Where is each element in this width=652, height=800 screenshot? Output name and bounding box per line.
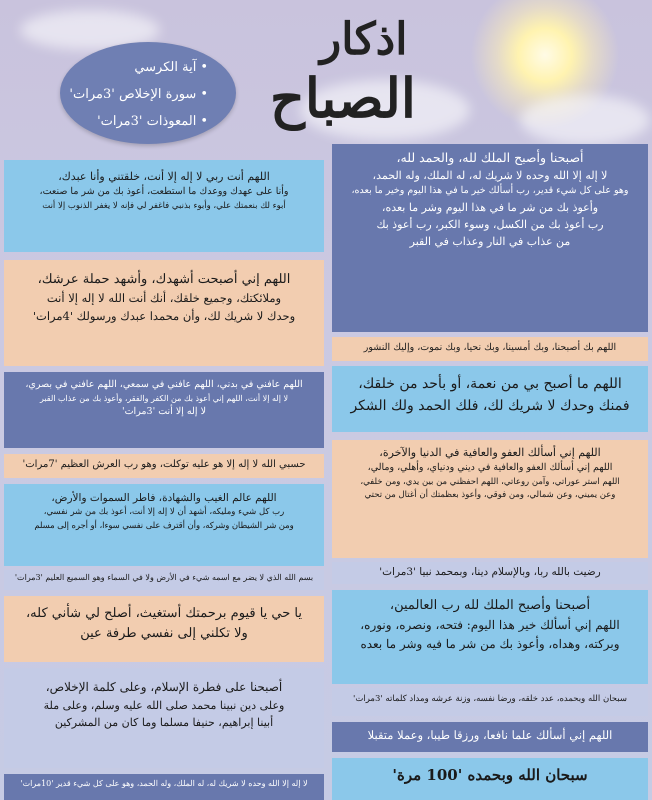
dhikr-line: لا إله إلا أنت '3مرات' (122, 406, 206, 418)
dhikr-line: أصبحنا وأصبح الملك لله رب العالمين، (389, 598, 591, 613)
page-title (250, 8, 500, 138)
intro-list-oval (60, 42, 236, 144)
dhikr-line: بسم الله الذي لا يضر مع اسمه شيء في الأرض ولا في السماء وهو السميع العليم '3مرات' (14, 573, 314, 582)
dhikr-line: اللهم إني أسألك العفو والعافية في الدنيا والآخرة، (379, 446, 601, 459)
dhikr-line: وملائكتك، وجميع خلقك، أنك أنت الله لا إله إلا أنت (46, 291, 282, 306)
intro-list-item: • سورة الإخلاص '3مرات' (70, 81, 208, 108)
dhikr-box-right-4 (332, 440, 648, 558)
intro-list-item: • آية الكرسي (70, 54, 208, 81)
intro-list-item: • المعوذات '3مرات' (70, 108, 208, 135)
dhikr-line: اللهم عافني في بدني، اللهم عافني في سمعي، اللهم عافني في بصري، (25, 379, 303, 390)
dhikr-box-left-8 (4, 668, 324, 768)
dhikr-box-right-1 (332, 144, 648, 332)
dhikr-box-left-3 (4, 372, 324, 448)
dhikr-line: لا إله إلا أنت، اللهم إني أعوذ بك من الكفر والفقر، وأعوذ بك من عذاب القبر (39, 393, 289, 403)
dhikr-line: رب كل شيء ومليكه، أشهد أن لا إله إلا أنت، أعوذ بك من شر نفسي، (43, 507, 285, 518)
dhikr-box-right-2 (332, 337, 648, 361)
dhikr-line: اللهم عالم الغيب والشهادة، فاطر السموات والأرض، (51, 492, 277, 504)
dhikr-line: وعلى دين نبينا محمد صلى الله عليه وسلم، وعلى ملة (43, 698, 285, 712)
dhikr-line: لا إله إلا الله وحده لا شريك له، له الملك، وله الحمد، (372, 169, 608, 183)
dhikr-line: حسبي الله لا إله إلا هو عليه توكلت، وهو رب العرش العظيم '7مرات' (22, 459, 306, 470)
dhikr-line: وحدك لا شريك لك، وأن محمدا عبدك ورسولك '4مرات' (32, 308, 296, 323)
dhikr-line: اللهم بك أصبحنا، وبك أمسينا، وبك نحيا، وبك نموت، وإليك النشور (363, 342, 617, 353)
title-line-2: الصباح (270, 66, 416, 130)
dhikr-line: أصبحنا وأصبح الملك لله، والحمد لله، (396, 150, 584, 165)
dhikr-line: وأنا على عهدك ووعدك ما استطعت، أعوذ بك من شر ما صنعت، (39, 186, 289, 198)
cloud-decoration (520, 95, 650, 145)
dhikr-line: أبوء لك بنعمتك علي، وأبوء بذنبي فاغفر لي فإنه لا يغفر الذنوب إلا أنت (42, 200, 286, 211)
dhikr-line: لا إله إلا الله وحده لا شريك له، له الملك، وله الحمد، وهو على كل شيء قدير '10مرات' (20, 779, 308, 788)
dhikr-box-right-9 (332, 758, 648, 800)
dhikr-line: اللهم إني أسألك خير هذا اليوم: فتحه، ونصره، ونوره، (360, 618, 620, 633)
dhikr-line: وهو على كل شيء قدير، رب أسألك خير ما في هذا اليوم وخير ما بعده، (351, 185, 629, 197)
dhikr-line: يا حي يا قيوم برحمتك أستغيث، أصلح لي شأني كله، (25, 606, 303, 621)
dhikr-box-left-5 (4, 484, 324, 566)
dhikr-line: ولا تكلني إلى نفسي طرفة عين (80, 626, 248, 642)
dhikr-line: سبحان الله وبحمده، عدد خلقه، ورضا نفسه، وزنة عرشه ومداد كلماته '3مرات' (353, 694, 627, 704)
dhikr-box-right-3 (332, 366, 648, 432)
dhikr-line: ومن شر الشيطان وشركه، وأن أقترف على نفسي سوءا، أو أجره إلى مسلم (34, 520, 294, 531)
dhikr-line: اللهم استر عوراتي، وآمن روعاتي، اللهم احفظني من بين يدي، ومن خلفي، (360, 476, 620, 487)
dhikr-box-left-7 (4, 596, 324, 662)
dhikr-box-right-8 (332, 722, 648, 752)
title-line-1: اذكار (320, 14, 408, 65)
dhikr-line: أصبحنا على فطرة الإسلام، وعلى كلمة الإخلاص، (45, 680, 283, 694)
dhikr-line: فمنك وحدك لا شريك لك، فلك الحمد ولك الشكر (350, 397, 630, 414)
dhikr-line: اللهم إني أصبحت أشهدك، وأشهد حملة عرشك، (37, 272, 291, 287)
dhikr-box-left-1 (4, 160, 324, 252)
dhikr-box-right-7 (332, 688, 648, 716)
dhikr-line: سبحان الله وبحمده '100 مرة' (392, 766, 588, 784)
dhikr-line: وأعوذ بك من شر ما في هذا اليوم وشر ما بعده، (381, 201, 599, 215)
dhikr-line: أبينا إبراهيم، حنيفا مسلما وما كان من المشركين (54, 715, 274, 729)
dhikr-box-left-4 (4, 454, 324, 478)
dhikr-line: من عذاب في النار وعذاب في القبر (409, 235, 571, 249)
dhikr-line: رب أعوذ بك من الكسل، وسوء الكبر، رب أعوذ بك (376, 218, 604, 232)
dhikr-line: وبركته، وهداه، وأعوذ بك من شر ما فيه وشر ما بعده (360, 636, 620, 651)
dhikr-line: اللهم أنت ربي لا إله إلا أنت، خلقتني وأنا عبدك، (58, 170, 270, 183)
dhikr-box-left-9 (4, 774, 324, 800)
dhikr-box-right-6 (332, 590, 648, 684)
dhikr-box-left-6 (4, 570, 324, 590)
dhikr-box-right-5 (332, 562, 648, 584)
dhikr-line: وعن يميني، وعن شمالي، ومن فوقي، وأعوذ بعظمتك أن أغتال من تحتي (364, 489, 616, 500)
dhikr-line: اللهم ما أصبح بي من نعمة، أو بأحد من خلقك، (358, 376, 622, 392)
dhikr-line: اللهم إني أسألك علما نافعا، ورزقا طيبا، وعملا متقبلا (367, 728, 613, 742)
dhikr-line: اللهم إني أسألك العفو والعافية في ديني ودنياي، وأهلي، ومالي، (367, 462, 613, 474)
dhikr-line: رضيت بالله ربا، وبالإسلام دينا، وبمحمد نبيا '3مرات' (379, 566, 601, 578)
dhikr-box-left-2 (4, 260, 324, 366)
